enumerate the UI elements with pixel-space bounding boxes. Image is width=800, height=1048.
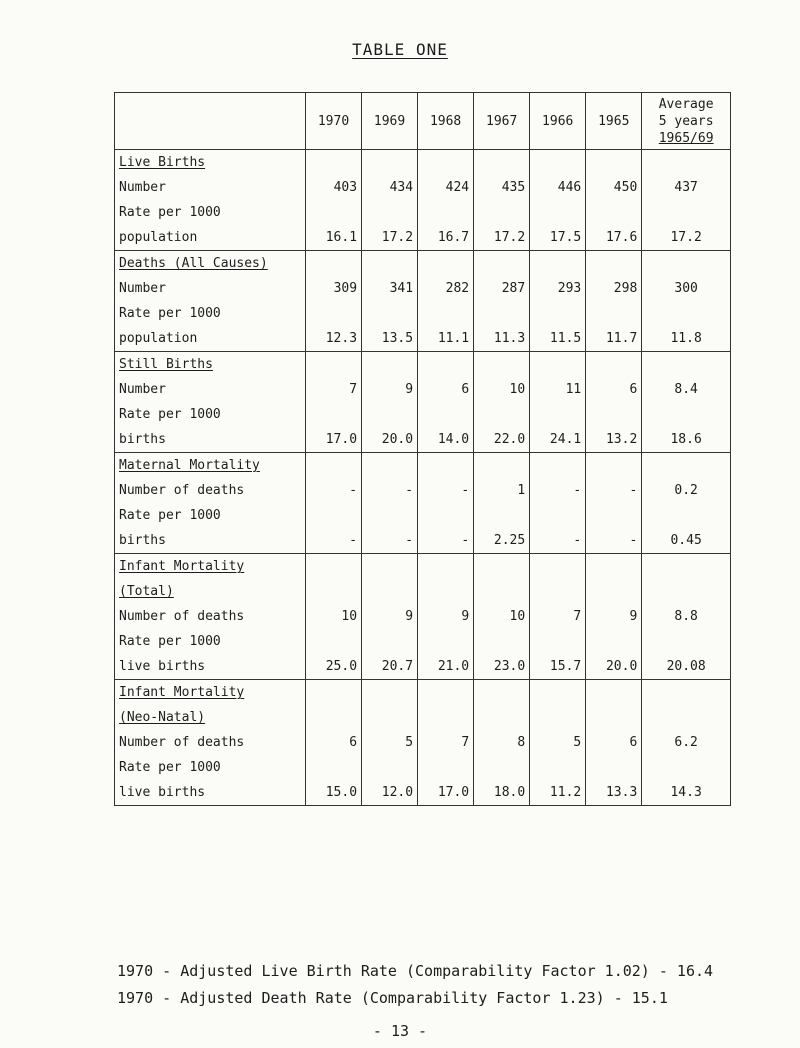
year-column-1969 [362,352,418,453]
col-header: 1968 [418,93,474,150]
section-title: Live Births [119,155,206,170]
year-column-1965 [586,150,642,251]
year-column-1966 [530,150,586,251]
cell-value: 2.25 [493,533,526,548]
cell-value: 6 [629,735,638,750]
cell-value: - [629,533,638,548]
cell-value: 20.0 [605,659,638,674]
cell-value: 282 [445,281,470,296]
row-label: births [119,432,166,447]
average-column [642,554,731,680]
cell-value: 293 [557,281,582,296]
cell-value: 437 [674,180,698,195]
cell-value: 17.5 [549,230,582,245]
cell-value: 6 [629,382,638,397]
cell-value: 10 [509,609,526,624]
average-column [642,150,731,251]
year-column-1965 [586,554,642,680]
cell-value: 20.7 [381,659,414,674]
row-label: Rate per 1000 [119,205,221,220]
year-column-1967 [474,554,530,680]
cell-value: - [573,533,582,548]
cell-value: 12.3 [325,331,358,346]
row-label: Number [119,180,166,195]
year-column-1968 [418,453,474,554]
year-column-1970 [306,453,362,554]
footnote: 1970 - Adjusted Death Rate (Comparability Factor 1.23) - 15.1 [117,989,668,1007]
footnote: 1970 - Adjusted Live Birth Rate (Comparability Factor 1.02) - 16.4 [117,962,714,980]
cell-value: 434 [389,180,414,195]
col-header: 1970 [306,93,362,150]
row-label: Rate per 1000 [119,407,221,422]
year-column-1970 [306,680,362,806]
year-column-1969 [362,251,418,352]
section-row [115,554,731,680]
year-column-1970 [306,352,362,453]
cell-value: - [405,533,414,548]
cell-value: 20.0 [381,432,414,447]
cell-value: 11 [565,382,582,397]
section-labels [115,680,306,806]
cell-value: 15.7 [549,659,582,674]
cell-value: 10 [341,609,358,624]
cell-value: - [461,533,470,548]
section-labels [115,352,306,453]
cell-value: - [405,483,414,498]
cell-value: 446 [557,180,582,195]
year-column-1969 [362,554,418,680]
year-column-1968 [418,554,474,680]
cell-value: 300 [674,281,698,296]
cell-value: 7 [461,735,470,750]
row-label: live births [119,659,206,674]
cell-value: 0.2 [674,483,698,498]
cell-value: - [629,483,638,498]
cell-value: 25.0 [325,659,358,674]
row-label: Rate per 1000 [119,508,221,523]
year-column-1970 [306,554,362,680]
cell-value: 309 [333,281,358,296]
cell-value: 6 [461,382,470,397]
cell-value: 10 [509,382,526,397]
header-row [115,93,731,150]
year-column-1967 [474,251,530,352]
cell-value: 11.2 [549,785,582,800]
cell-value: 11.7 [605,331,638,346]
col-header: 1965 [586,93,642,150]
cell-value: 15.0 [325,785,358,800]
cell-value: 17.2 [381,230,414,245]
year-column-1965 [586,251,642,352]
year-column-1968 [418,680,474,806]
row-label: Number of deaths [119,735,245,750]
cell-value: 16.1 [325,230,358,245]
year-column-1966 [530,251,586,352]
cell-value: 24.1 [549,432,582,447]
page-number: - 13 - [372,1022,428,1040]
cell-value: 8.4 [674,382,698,397]
col-header: 1966 [530,93,586,150]
cell-value: 11.5 [549,331,582,346]
cell-value: 13.3 [605,785,638,800]
section-labels [115,453,306,554]
year-column-1969 [362,680,418,806]
cell-value: 11.8 [670,331,702,346]
row-label: Rate per 1000 [119,634,221,649]
cell-value: 13.2 [605,432,638,447]
cell-value: 9 [629,609,638,624]
cell-value: 6 [349,735,358,750]
cell-value: 9 [405,382,414,397]
cell-value: 341 [389,281,414,296]
cell-value: - [349,483,358,498]
average-column [642,352,731,453]
row-label: Number of deaths [119,609,245,624]
section-title: (Neo-Natal) [119,710,206,725]
section-row [115,680,731,806]
cell-value: 18.0 [493,785,526,800]
section-row [115,352,731,453]
cell-value: 17.0 [437,785,470,800]
cell-value: 11.3 [493,331,526,346]
cell-value: 6.2 [674,735,698,750]
cell-value: 287 [501,281,526,296]
cell-value: 14.0 [437,432,470,447]
year-column-1966 [530,352,586,453]
cell-value: 21.0 [437,659,470,674]
cell-value: 23.0 [493,659,526,674]
cell-value: 13.5 [381,331,414,346]
cell-value: 14.3 [670,785,702,800]
section-row [115,150,731,251]
cell-value: 5 [573,735,582,750]
cell-value: 20.08 [666,659,706,674]
cell-value: 17.2 [670,230,702,245]
section-title: Maternal Mortality [119,458,260,473]
cell-value: 17.0 [325,432,358,447]
section-labels [115,251,306,352]
cell-value: 7 [573,609,582,624]
col-header: 1969 [362,93,418,150]
year-column-1967 [474,352,530,453]
cell-value: 9 [461,609,470,624]
cell-value: 8.8 [674,609,698,624]
year-column-1966 [530,554,586,680]
year-column-1968 [418,352,474,453]
year-column-1969 [362,453,418,554]
cell-value: 5 [405,735,414,750]
cell-value: 403 [333,180,358,195]
cell-value: - [461,483,470,498]
year-column-1967 [474,453,530,554]
year-column-1968 [418,150,474,251]
col-header: 1967 [474,93,530,150]
average-column [642,251,731,352]
row-label: Number [119,382,166,397]
year-column-1965 [586,680,642,806]
year-column-1965 [586,352,642,453]
year-column-1966 [530,453,586,554]
cell-value: 17.2 [493,230,526,245]
footnotes [117,958,713,1012]
year-column-1967 [474,150,530,251]
cell-value: 424 [445,180,470,195]
row-label: Rate per 1000 [119,306,221,321]
row-label: Number [119,281,166,296]
average-column [642,680,731,806]
cell-value: - [573,483,582,498]
cell-value: 7 [349,382,358,397]
section-title: Still Births [119,357,213,372]
section-labels [115,150,306,251]
row-label: live births [119,785,206,800]
section-title: Infant Mortality [119,559,245,574]
cell-value: 18.6 [670,432,702,447]
year-column-1966 [530,680,586,806]
header-blank [115,93,306,150]
cell-value: 22.0 [493,432,526,447]
year-column-1970 [306,150,362,251]
row-label: Rate per 1000 [119,760,221,775]
year-column-1969 [362,150,418,251]
section-labels [115,554,306,680]
cell-value: 0.45 [670,533,702,548]
row-label: population [119,331,198,346]
table-title: TABLE ONE [352,40,448,59]
cell-value: 12.0 [381,785,414,800]
section-row [115,251,731,352]
year-column-1968 [418,251,474,352]
row-label: population [119,230,198,245]
section-row [115,453,731,554]
row-label: births [119,533,166,548]
section-title: Infant Mortality [119,685,245,700]
year-column-1967 [474,680,530,806]
cell-value: 298 [613,281,638,296]
cell-value: - [349,533,358,548]
average-header: Average 5 years 1965/69 [642,93,731,150]
cell-value: 435 [501,180,526,195]
cell-value: 8 [517,735,526,750]
cell-value: 16.7 [437,230,470,245]
row-label: Number of deaths [119,483,245,498]
year-column-1965 [586,453,642,554]
cell-value: 1 [517,483,526,498]
cell-value: 11.1 [437,331,470,346]
cell-value: 17.6 [605,230,638,245]
average-column [642,453,731,554]
cell-value: 9 [405,609,414,624]
cell-value: 450 [613,180,638,195]
statistics-table [114,92,731,806]
section-title: (Total) [119,584,174,599]
section-title: Deaths (All Causes) [119,256,268,271]
year-column-1970 [306,251,362,352]
